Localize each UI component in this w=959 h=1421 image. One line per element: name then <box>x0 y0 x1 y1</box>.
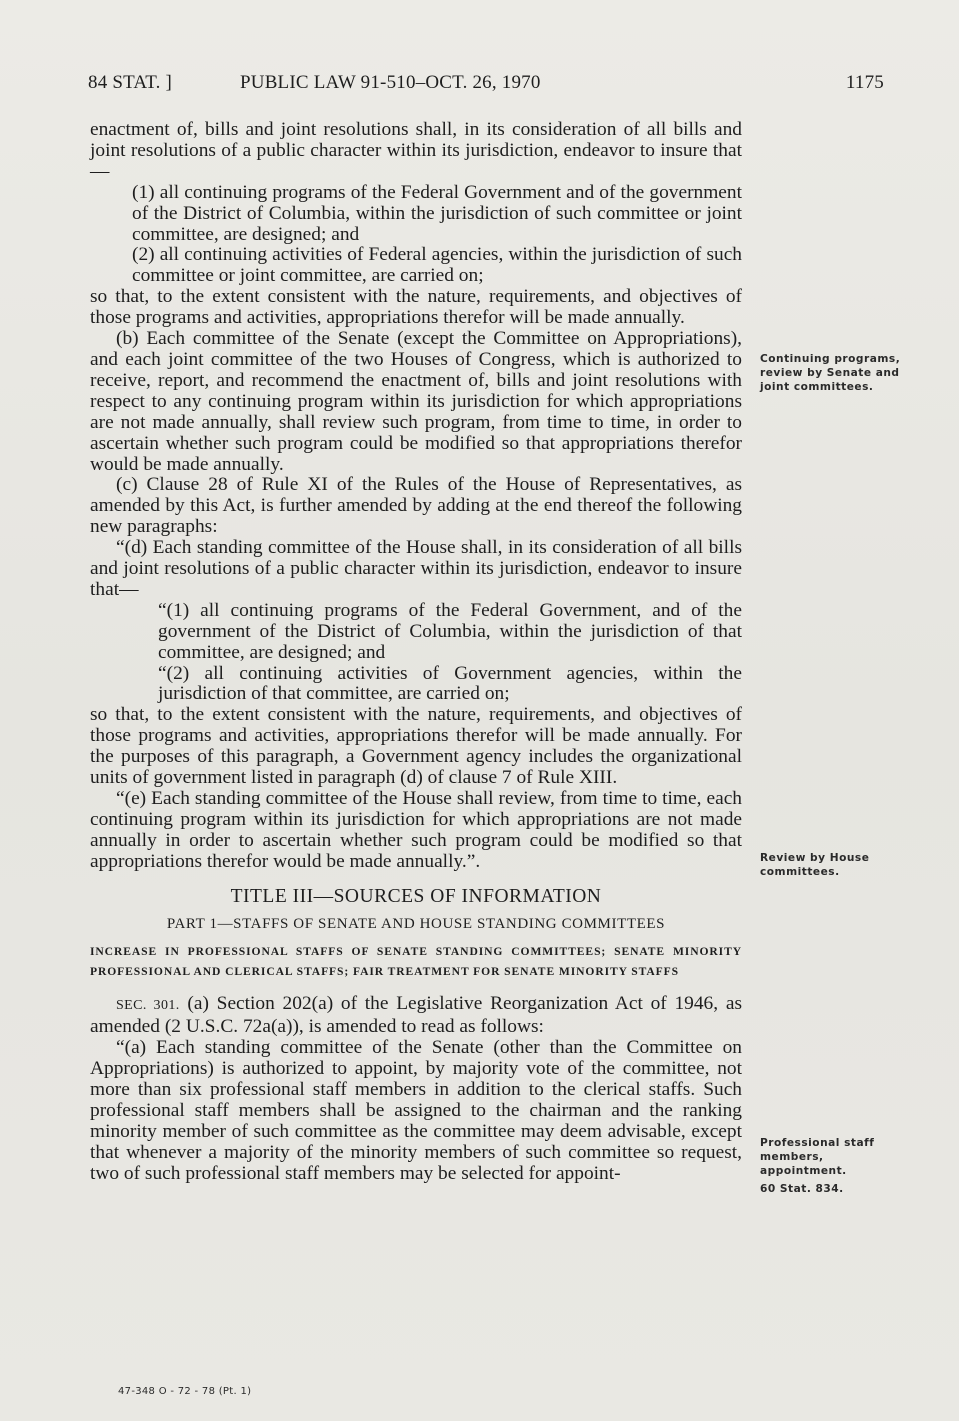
margin-note-review-house: Review by House committees. <box>760 852 870 878</box>
body-text <box>90 120 742 1185</box>
page-header <box>88 72 884 98</box>
paragraph: so that, to the extent consistent with the nature, requirements, and objectives of those programs and activities, appropriations therefor will be made annually. For the purposes of this paragraph, a Government agency includes the organizational units of government listed in paragraph (d) of clause 7 of Rule XIII. <box>90 704 742 789</box>
paragraph: (2) all continuing activities of Federal agencies, within the jurisdiction of such committee or joint committee, are carried on; <box>132 244 742 287</box>
section-text: (a) Section 202(a) of the Legislative Reorganization Act of 1946, as amended (2 U.S.C. 72a(a)), is amended to read as follows: <box>90 993 742 1038</box>
paragraph: “(e) Each standing committee of the House shall review, from time to time, each continuing program within its jurisdiction for which appropriations are not made annually in order to ascertain whether such program could be modified so that appropriations therefor would be made annually.”. <box>90 788 742 872</box>
section-301 <box>90 994 742 1038</box>
paragraph: so that, to the extent consistent with the nature, requirements, and objectives of those programs and activities, appropriations therefor will be made annually. <box>90 286 742 329</box>
quoted-paragraph: “(a) Each standing committee of the Senate (other than the Committee on Appropriations) is authorized to appoint, by majority vote of the committee, not more than six professional staff members in addition to the clerical staffs. Such professional staff members shall be assigned to the chairman and the ranking minority member of such committee as the committee may deem advisable, except that whenever a majority of the minority members of such committee so request, two of such professional staff members may be selected for appoint- <box>90 1037 742 1184</box>
subheading: INCREASE IN PROFESSIONAL STAFFS OF SENATE STANDING COMMITTEES; SENATE MINORITY PROFESSIONAL AND CLERICAL STAFFS; FAIR TREATMENT FOR SENATE MINORITY STAFFS <box>90 945 742 979</box>
paragraph: “(d) Each standing committee of the House shall, in its consideration of all bills and joint resolutions of a public character within its jurisdiction, endeavor to insure that— <box>90 537 742 600</box>
title-heading: TITLE III—SOURCES OF INFORMATION <box>230 885 602 907</box>
statute-volume: 84 STAT. ] <box>88 72 173 93</box>
margin-note-continuing-programs: Continuing programs, review by Senate and joint committees. <box>760 353 901 393</box>
public-law-title: PUBLIC LAW 91-510–OCT. 26, 1970 <box>240 72 541 93</box>
paragraph: (b) Each committee of the Senate (except the Committee on Appropriations), and each joint committee of the two Houses of Congress, which is authorized to receive, report, and recommend the enactment of, bills and joint resolutions with respect to any continuing program within its jurisdiction for which appropriations are not made annually, shall review such program, from time to time, in order to ascertain whether such program could be modified so that appropriations therefor would be made annually. <box>90 328 742 475</box>
paragraph: “(1) all continuing programs of the Federal Government, and of the government of the District of Columbia, within the jurisdiction of that committee, are designed; and <box>158 599 742 663</box>
footer-print-code: 47-348 O - 72 - 78 (Pt. 1) <box>118 1386 252 1397</box>
paragraph: (c) Clause 28 of Rule XI of the Rules of the House of Representatives, as amended by this Act, is further amended by adding at the end thereof the following new paragraphs: <box>90 474 742 538</box>
paragraph: enactment of, bills and joint resolutions shall, in its consideration of all bills and joint resolutions of a public character within its jurisdiction, endeavor to insure that— <box>90 119 742 182</box>
part-heading: PART 1—STAFFS OF SENATE AND HOUSE STANDING COMMITTEES <box>166 915 666 932</box>
section-label: SEC. 301. <box>116 998 180 1014</box>
paragraph: (1) all continuing programs of the Federal Government and of the government of the District of Columbia, within the jurisdiction of such committee or joint committee, are designed; and <box>132 181 742 245</box>
margin-note-professional-staff: Professional staff members, appointment. <box>760 1137 875 1177</box>
page-number: 1175 <box>845 72 884 93</box>
margin-note-stat-ref: 60 Stat. 834. <box>760 1183 844 1195</box>
paragraph: “(2) all continuing activities of Government agencies, within the jurisdiction of that committee, are carried on; <box>158 662 742 705</box>
